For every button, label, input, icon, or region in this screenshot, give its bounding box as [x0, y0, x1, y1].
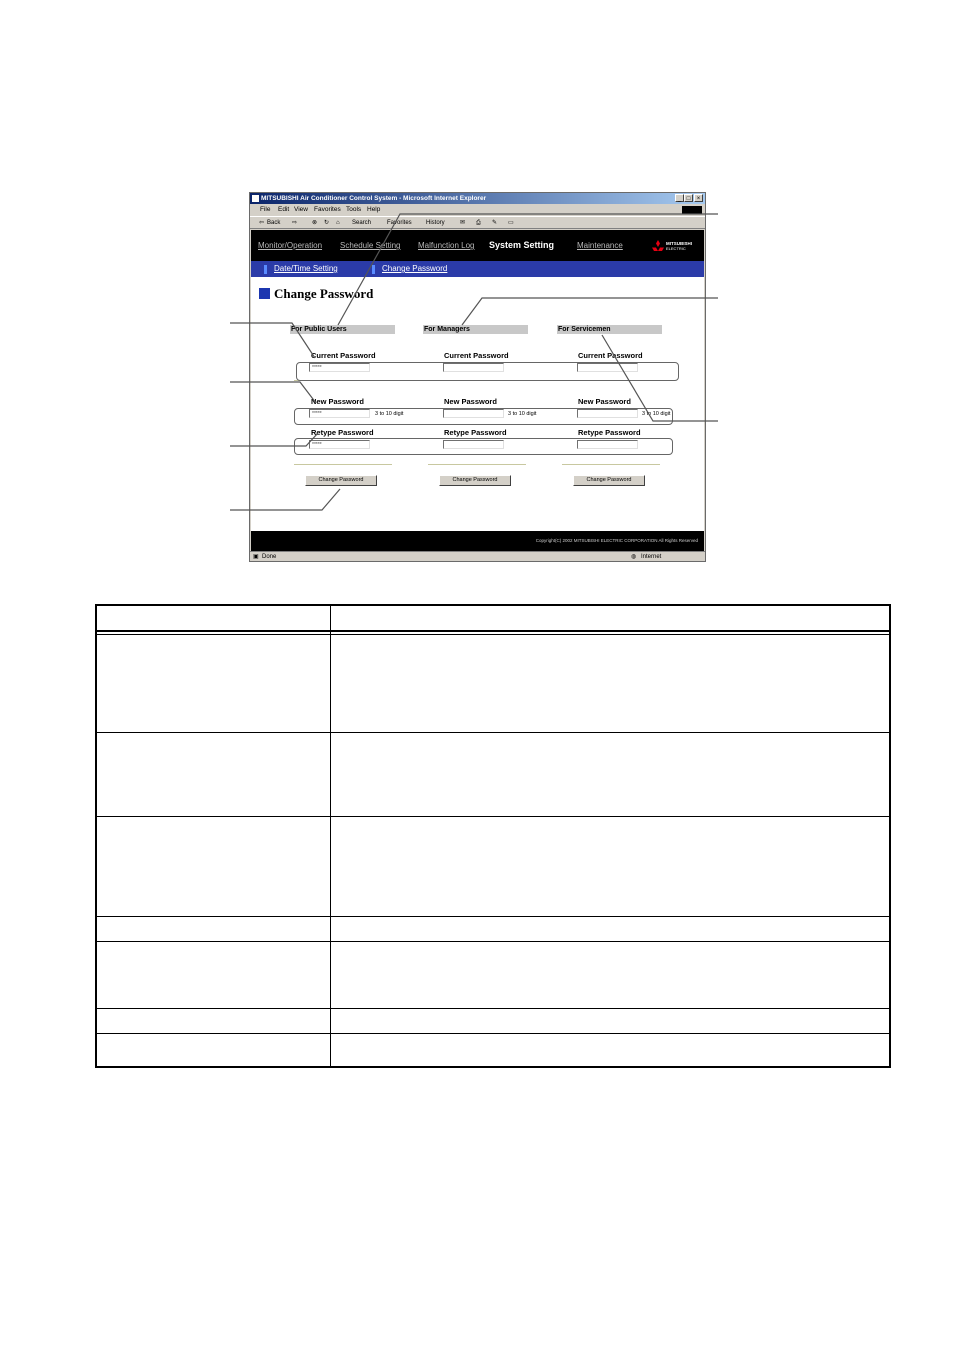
menu-help[interactable]: Help	[367, 206, 381, 213]
windows-logo-icon	[682, 206, 702, 214]
description-table	[95, 604, 891, 1068]
nav-monitor-operation[interactable]: Monitor/Operation	[258, 241, 323, 250]
table-row	[97, 1009, 889, 1034]
table-row	[97, 733, 889, 817]
back-arrow-icon: ⇦	[259, 220, 265, 226]
subnav-marker-icon	[264, 265, 267, 274]
status-bar	[250, 551, 705, 561]
label-new-password: New Password	[311, 397, 364, 406]
table-header-row	[97, 606, 889, 631]
label-current-password: Current Password	[578, 351, 643, 360]
internet-zone-icon: ◍	[631, 554, 637, 560]
title-bar	[250, 193, 705, 204]
public-new-password-input[interactable]: *****	[309, 409, 370, 418]
digit-hint: 3 to 10 digit	[642, 411, 671, 417]
heading-servicemen: For Servicemen	[557, 325, 662, 334]
managers-change-password-button[interactable]: Change Password	[439, 475, 511, 486]
table-row	[97, 817, 889, 917]
menu-edit[interactable]: Edit	[278, 206, 290, 213]
label-retype-password: Retype Password	[578, 428, 641, 437]
public-change-password-button[interactable]: Change Password	[305, 475, 377, 486]
separator	[294, 464, 392, 465]
history-button[interactable]: History	[426, 220, 445, 226]
home-icon[interactable]: ⌂	[336, 220, 340, 226]
public-retype-password-input[interactable]: *****	[309, 440, 370, 449]
label-current-password: Current Password	[311, 351, 376, 360]
edit-icon[interactable]: ✎	[492, 220, 498, 226]
public-current-password-input[interactable]: *****	[309, 363, 370, 372]
page-title-text: Change Password	[274, 286, 374, 301]
menu-tools[interactable]: Tools	[346, 206, 362, 213]
subnav-change-password[interactable]: Change Password	[382, 264, 448, 273]
main-nav	[251, 230, 704, 261]
digit-hint: 3 to 10 digit	[508, 411, 537, 417]
refresh-icon[interactable]: ↻	[324, 220, 330, 226]
table-row	[97, 917, 889, 942]
minimize-button[interactable]: _	[675, 194, 684, 202]
label-retype-password: Retype Password	[311, 428, 374, 437]
ie-icon	[252, 195, 259, 202]
svg-text:MITSUBISHI: MITSUBISHI	[666, 241, 693, 246]
window-title: MITSUBISHI Air Conditioner Control System - Microsoft Internet Explorer	[261, 195, 487, 202]
discuss-icon[interactable]: ▭	[508, 220, 514, 226]
digit-hint: 3 to 10 digit	[375, 411, 404, 417]
table-row	[97, 633, 889, 733]
print-icon[interactable]: ⎙	[476, 220, 481, 226]
retype-password-row-highlight	[294, 438, 673, 455]
favorites-button[interactable]: Favorites	[387, 220, 412, 226]
forward-button-icon[interactable]: ⇨	[292, 220, 298, 226]
subnav-marker-icon	[372, 265, 375, 274]
page-content	[251, 230, 704, 551]
new-password-row-highlight	[294, 408, 673, 425]
table-row	[97, 942, 889, 1009]
separator	[562, 464, 660, 465]
current-password-row-highlight	[296, 362, 679, 381]
close-button[interactable]: ×	[694, 194, 703, 202]
maximize-button[interactable]: □	[684, 194, 693, 202]
nav-system-setting[interactable]: System Setting	[489, 240, 555, 250]
search-button[interactable]: Search	[352, 220, 372, 226]
heading-managers: For Managers	[423, 325, 528, 334]
page-title	[259, 286, 373, 302]
table-row	[97, 1034, 889, 1066]
separator	[428, 464, 526, 465]
nav-schedule-setting[interactable]: Schedule Setting	[340, 241, 401, 250]
heading-public-users: For Public Users	[290, 325, 395, 334]
back-button[interactable]: Back	[267, 220, 281, 226]
menu-file[interactable]: File	[260, 206, 271, 213]
label-new-password: New Password	[444, 397, 497, 406]
label-current-password: Current Password	[444, 351, 509, 360]
subnav-date-time-setting[interactable]: Date/Time Setting	[274, 264, 338, 273]
servicemen-change-password-button[interactable]: Change Password	[573, 475, 645, 486]
mitsubishi-logo-icon	[652, 239, 698, 252]
page-icon: ▣	[253, 554, 259, 560]
status-text: Done	[262, 554, 277, 560]
nav-maintenance[interactable]: Maintenance	[577, 241, 623, 250]
page-footer	[251, 531, 704, 551]
toolbar	[250, 216, 705, 229]
menu-view[interactable]: View	[294, 206, 308, 213]
zone-label: Internet	[641, 554, 662, 560]
mail-icon[interactable]: ✉	[460, 220, 466, 226]
title-square-icon	[259, 288, 270, 299]
menu-favorites[interactable]: Favorites	[314, 206, 341, 213]
stop-icon[interactable]: ⊗	[312, 220, 318, 226]
label-new-password: New Password	[578, 397, 631, 406]
sub-nav	[251, 261, 704, 277]
svg-text:ELECTRIC: ELECTRIC	[666, 246, 686, 251]
copyright-text: Copyright(C) 2002 MITSUBISHI ELECTRIC CORPORATION All Rights Reserved	[535, 538, 698, 543]
label-retype-password: Retype Password	[444, 428, 507, 437]
nav-malfunction-log[interactable]: Malfunction Log	[418, 241, 475, 250]
menu-bar	[250, 204, 705, 216]
